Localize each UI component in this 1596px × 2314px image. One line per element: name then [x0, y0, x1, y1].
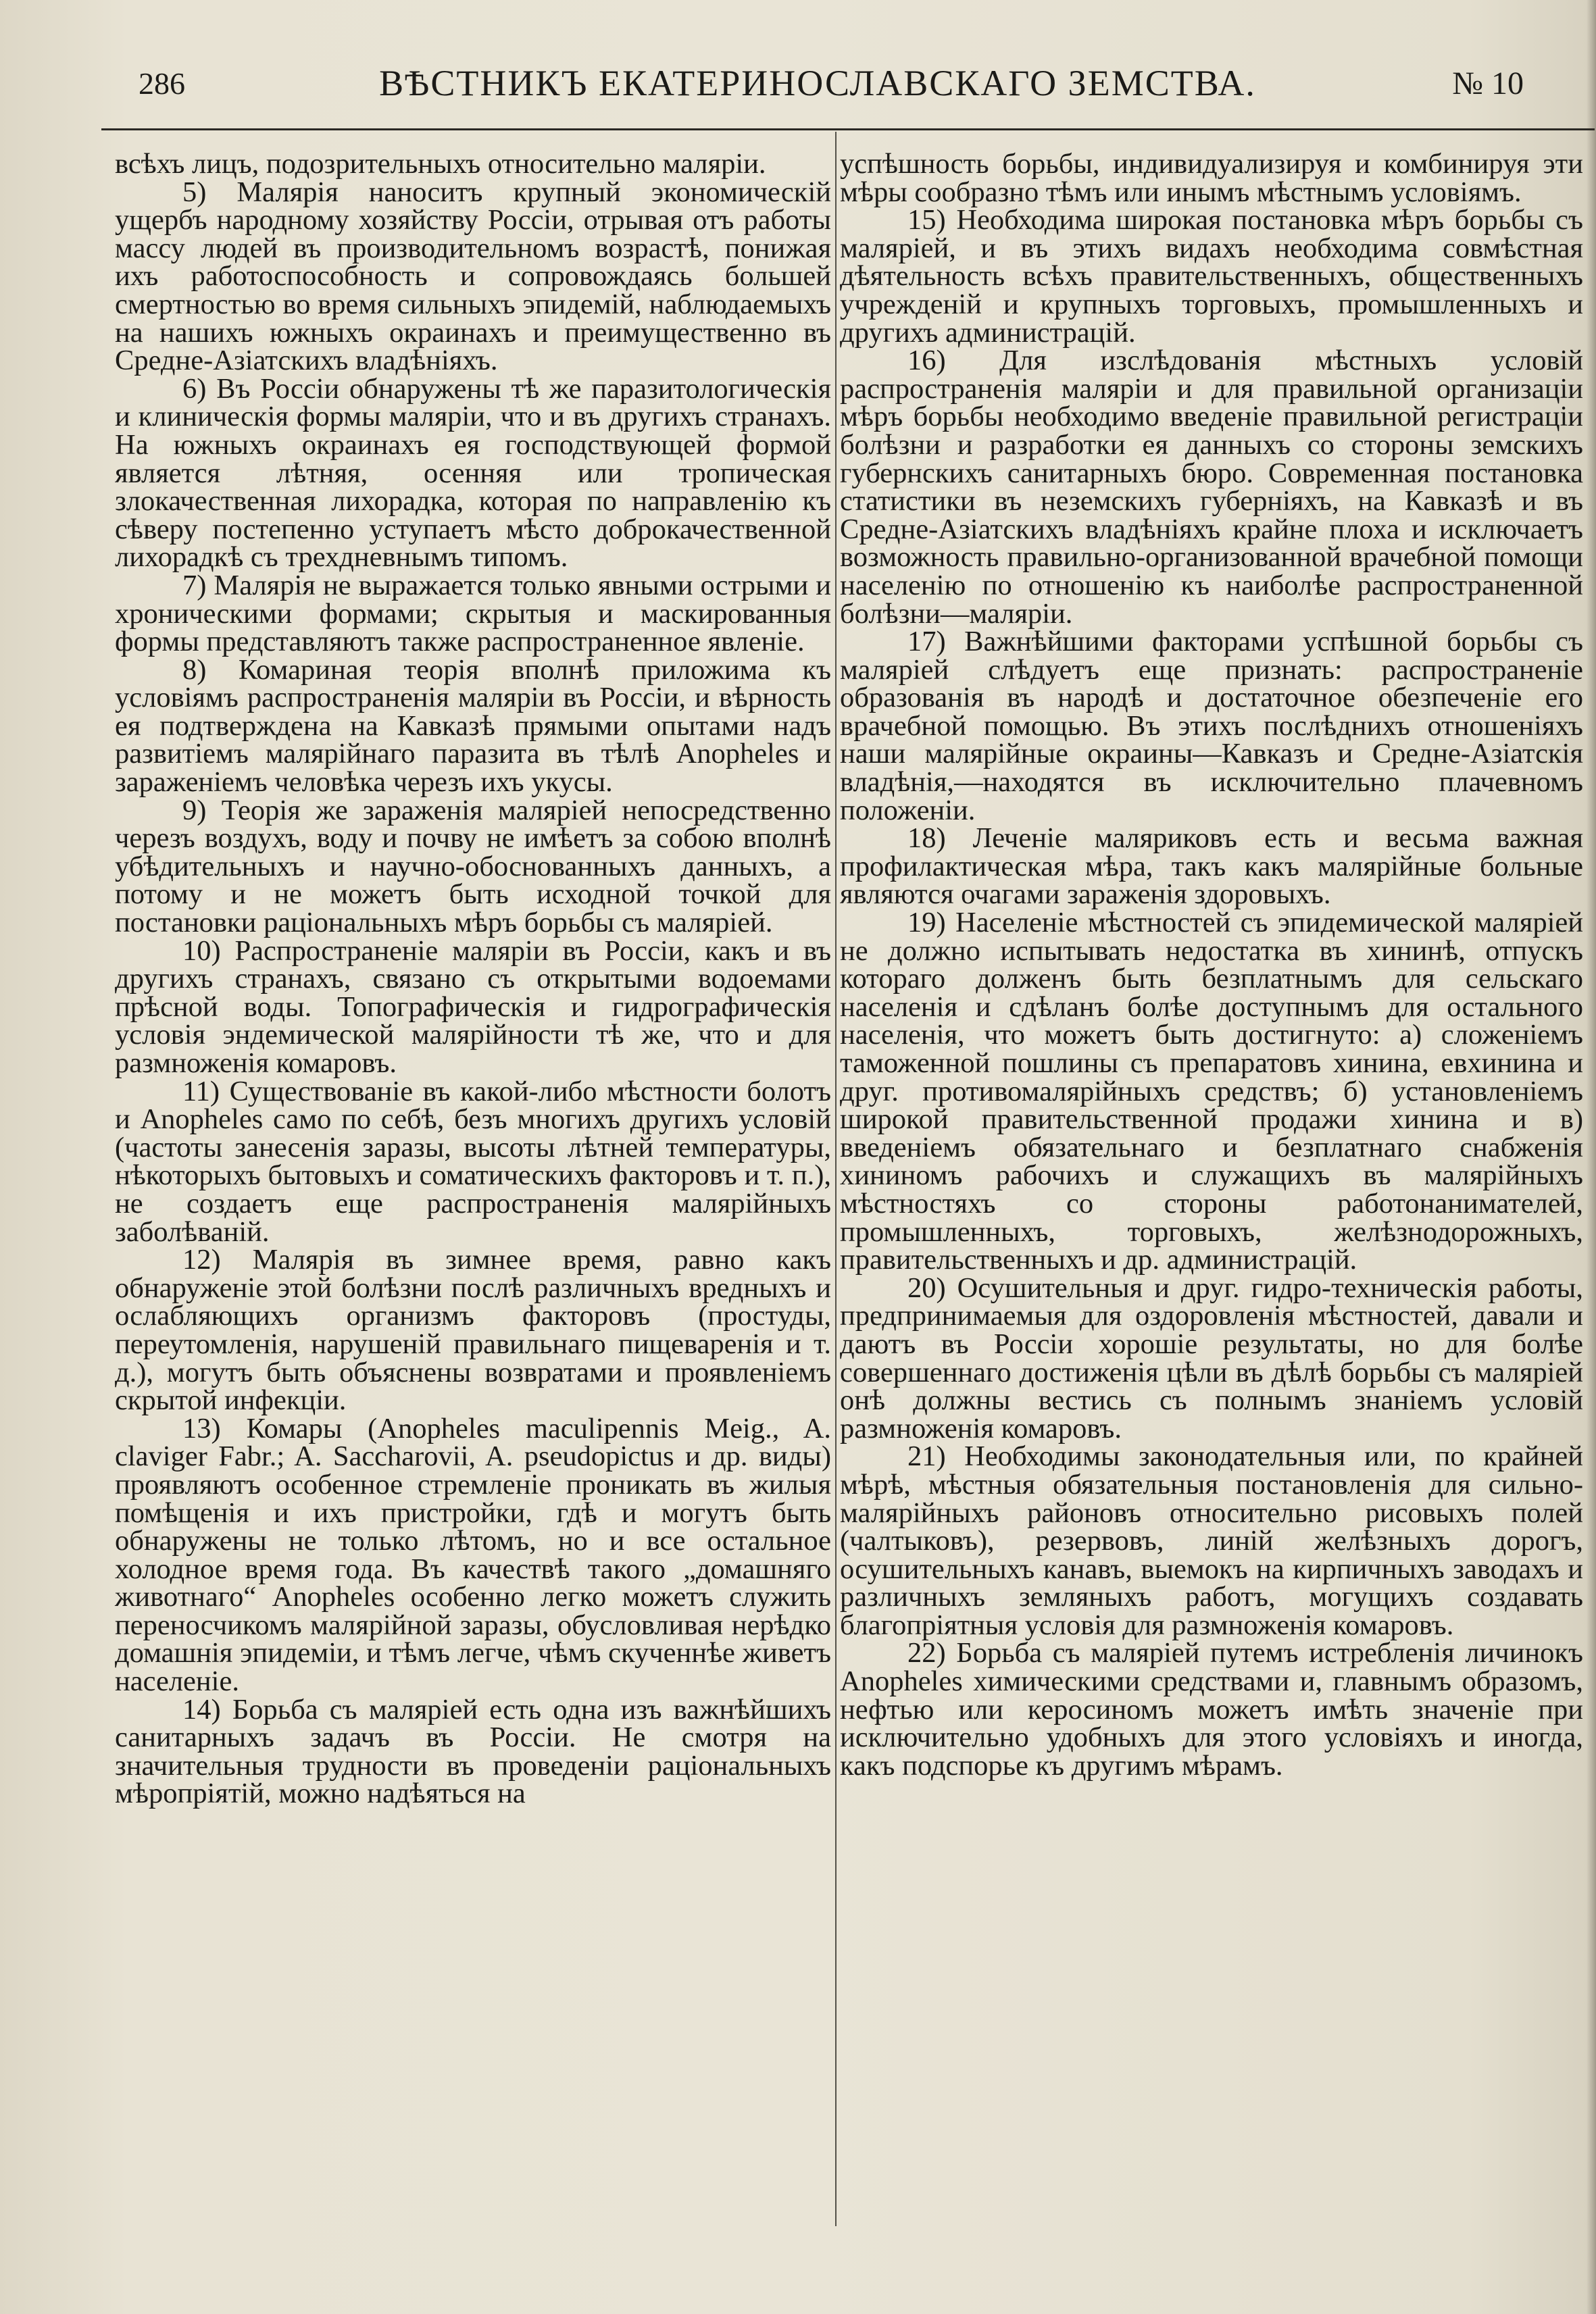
paragraph-14: 14) Борьба съ малярiей есть одна изъ важнѣйшихъ санитарныхъ задачъ въ Россiи. Не смотря на значительныя трудности въ проведенiи рацiональныхъ мѣропрiятiй, можно надѣяться на [115, 1693, 831, 1810]
paragraph-16: 16) Для изслѣдованiя мѣстныхъ условiй распространенiя малярiи и для правильной организацiи мѣръ борьбы необходимо введенiе правильной регистрацiи болѣзни и разработки ея данныхъ со стороны земскихъ губернскихъ санитарныхъ бюро. Современная постановка статистики въ неземскихъ губернiяхъ, на Кавказѣ и въ Средне-Азiатскихъ владѣнiяхъ крайне плоха и исключаетъ возможность правильно-организованной врачебной помощи населенiю по отношенiю къ наиболѣе распространенной болѣзни—малярiи. [840, 345, 1583, 630]
right-column [840, 150, 1583, 1780]
paragraph-8: 8) Комариная теорiя вполнѣ приложима къ условiямъ распространенiя малярiи въ Россiи, и вѣрность ея подтверждена на Кавказѣ прямыми опытами надъ развитiемъ малярiйнаго паразита въ тѣлѣ Anopheles и зараженiемъ человѣка черезъ ихъ укусы. [115, 653, 831, 799]
left-column [115, 150, 831, 1808]
page-edge-shadow [1587, 0, 1596, 2314]
paragraph-12: 12) Малярiя въ зимнее время, равно какъ обнаруженiе этой болѣзни послѣ различныхъ вредныхъ и ослабляющихъ организмъ факторовъ (простуды, переутомленiя, нарушенiй правильнаго пищеваренiя и т. д.), могутъ быть объяснены возвратами и проявленiемъ скрытой инфекцiи. [115, 1244, 831, 1417]
paragraph-6: 6) Въ Россiи обнаружены тѣ же паразитологическiя и клиническiя формы малярiи, что и въ другихъ странахъ. На южныхъ окраинахъ ея господствующей формой является лѣтняя, осенняя или тропическая злокачественная лихорадка, которая по направленiю къ сѣверу постепенно уступаетъ мѣсто доброкачественной лихорадкѣ съ трехдневнымъ типомъ. [115, 372, 831, 574]
paragraph-10: 10) Распространенiе малярiи въ Россiи, какъ и въ другихъ странахъ, связано съ открытыми водоемами прѣсной воды. Топографическiя и гидрографическiя условiя эндемической малярiйности тѣ же, что и для размноженiя комаровъ. [115, 934, 831, 1079]
paragraph-13: 13) Комары (Anopheles maculipennis Meig., A. claviger Fabr.; A. Saccharovii, A. pseudopictus и др. виды) проявляютъ особенное стремленiе проникать въ жилыя помѣщенiя и ихъ пристройки, гдѣ и могутъ быть обнаружены не только лѣтомъ, но и все остальное холодное время года. Въ качествѣ такого „домашняго животнаго“ Anopheles особенно легко можетъ служить переносчикомъ малярiйной заразы, обусловливая нерѣдко домашнiя эпидемiи, и тѣмъ легче, чѣмъ скученнѣе живетъ населенiе. [115, 1412, 831, 1698]
paragraph-18: 18) Леченiе маляриковъ есть и весьма важная профилактическая мѣра, такъ какъ малярiйные больные являются очагами зараженiя здоровыхъ. [840, 822, 1583, 911]
paragraph-22: 22) Борьба съ малярiей путемъ истребленiя личинокъ Anopheles химическими средствами и, главнымъ образомъ, нефтью или керосиномъ можетъ имѣть значенiе при исключительно удобныхъ для этого условiяхъ и иногда, какъ подспорье къ другимъ мѣрамъ. [840, 1637, 1583, 1782]
page-header [139, 53, 1524, 114]
paragraph-9: 9) Теорiя же зараженiя малярiей непосредственно черезъ воздухъ, воду и почву не имѣетъ за собою вполнѣ убѣдительныхъ и научно-обоснованныхъ данныхъ, а потому и не можетъ быть исходной точкой для постановки рацiональныхъ мѣръ борьбы съ малярiей. [115, 794, 831, 939]
paragraph-continuation: всѣхъ лицъ, подозрительныхъ относительно малярiи. [115, 148, 766, 180]
paragraph-21: 21) Необходимы законодательныя или, по крайней мѣрѣ, мѣстныя обязательныя постановленiя для сильно-малярiйныхъ районовъ относительно рисовыхъ полей (чалтыковъ), резервовъ, линiй желѣзныхъ дорогъ, осушительныхъ канавъ, выемокъ на кирпичныхъ заводахъ и различныхъ земляныхъ работъ, могущихъ создавать благопрiятныя условiя для размноженiя комаровъ. [840, 1440, 1583, 1641]
paragraph-5: 5) Малярiя наноситъ крупный экономическiй ущербъ народному хозяйству Россiи, отрывая отъ работы массу людей въ производительномъ возрастѣ, понижая ихъ работоспособность и сопровождаясь большей смертностью во время сильныхъ эпидемiй, наблюдаемыхъ на нашихъ южныхъ окраинахъ и преимущественно въ Средне-Азiатскихъ владѣнiяхъ. [115, 176, 831, 377]
header-rule [101, 128, 1595, 130]
paragraph-20: 20) Осушительныя и друг. гидро-техническiя работы, предпринимаемыя для оздоровленiя мѣстностей, давали и даютъ въ Россiи хорошiе результаты, но для болѣе совершеннаго достиженiя цѣли въ дѣлѣ борьбы съ малярiей онѣ должны вестись съ полнымъ знанiемъ условiй размноженiя комаровъ. [840, 1272, 1583, 1444]
paragraph-17: 17) Важнѣйшими факторами успѣшной борьбы съ малярiей слѣдуетъ еще признать: распространенiе образованiя въ народѣ и достаточное обезпеченiе его врачебной помощью. Въ этихъ послѣднихъ отношенiяхъ наши малярiйные окраины—Кавказъ и Средне-Азiатскiя владѣнiя,—находятся въ исключительно плачевномъ положенiи. [840, 626, 1583, 826]
page-number: 286 [139, 66, 185, 101]
paragraph-15: 15) Необходима широкая постановка мѣръ борьбы съ малярiей, и въ этихъ видахъ необходима совмѣстная дѣятельность всѣхъ правительственныхъ, общественныхъ учрежденiй и крупныхъ торговыхъ, промышленныхъ и другихъ администрацiй. [840, 204, 1583, 349]
paragraph-19: 19) Населенiе мѣстностей съ эпидемической малярiей не должно испытывать недостатка въ хининѣ, отпускъ котораго долженъ быть безплатнымъ для сельскаго населенiя и сдѣланъ болѣе доступнымъ для остального населенiя, что можетъ быть достигнуто: а) сложенiемъ таможенной пошлины съ препаратовъ хинина, евхинина и друг. противомалярiйныхъ средствъ; б) установленiемъ широкой правительственной продажи хинина и в) введенiемъ обязательнаго и безплатнаго снабженiя хининомъ рабочихъ и служащихъ въ малярiйныхъ мѣстностяхъ со стороны работонанимателей, промышленныхъ, торговыхъ, желѣзнодорожныхъ, правительственныхъ и др. администрацiй. [840, 907, 1583, 1276]
paragraph-7: 7) Малярiя не выражается только явными острыми и хроническими формами; скрытыя и маскированныя формы представляютъ также распространенное явленiе. [115, 569, 831, 658]
column-divider [835, 132, 837, 2226]
issue-number: № 10 [1452, 65, 1524, 101]
journal-title: ВѢСТНИКЪ ЕКАТЕРИНОСЛАВСКАГО ЗЕМСТВА. [379, 63, 1256, 103]
paragraph-14-continuation: успѣшность борьбы, индивидуализируя и комбинируя эти мѣры сообразно тѣмъ или инымъ мѣстнымъ условiямъ. [840, 148, 1583, 208]
paragraph-11: 11) Существованiе въ какой-либо мѣстности болотъ и Anopheles само по себѣ, безъ многихъ другихъ условiй (частоты занесенiя заразы, высоты лѣтней температуры, нѣкоторыхъ бытовыхъ и соматическихъ факторовъ и т. п.), не создаетъ еще распространенiя малярiйныхъ заболѣванiй. [115, 1075, 831, 1248]
